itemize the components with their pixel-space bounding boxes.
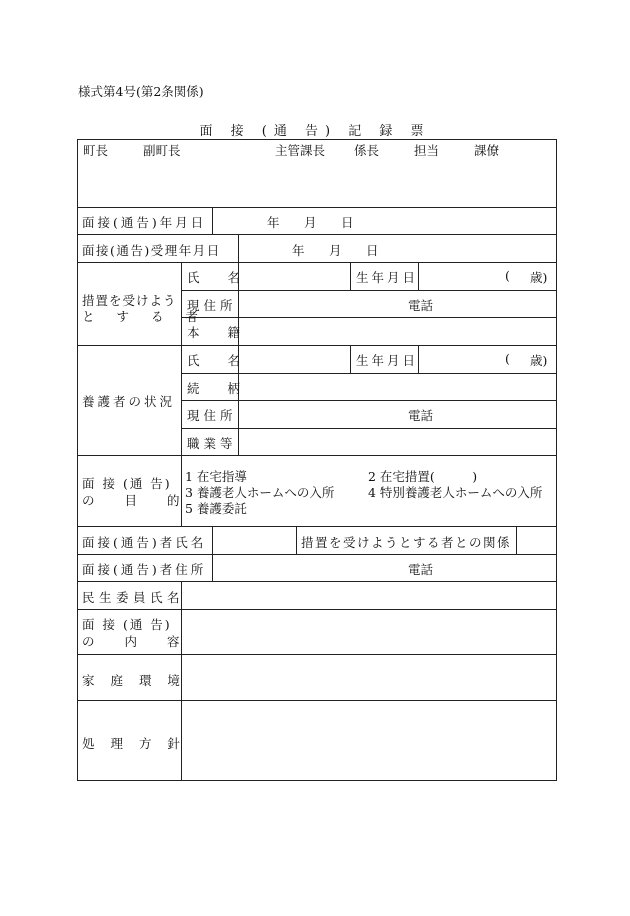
content-label: 面 接 (通 告) <box>82 617 172 632</box>
interview-day-label: 日 <box>341 215 354 230</box>
content-label-2: の 内 容 <box>82 634 193 649</box>
person-domicile-label: 本 籍 <box>187 325 252 340</box>
person-name-label: 氏 名 <box>187 270 252 285</box>
purpose-label-2: の 目 的 <box>82 493 193 508</box>
guardian-address-label: 現住所 <box>187 408 237 423</box>
interview-year-label: 年 <box>267 215 280 230</box>
person-age-open: ( <box>505 268 510 283</box>
person-label: 措置を受けよう <box>82 293 177 308</box>
person-label-2: と す る 者 <box>82 309 207 324</box>
approval-staff: 担当 <box>414 143 440 158</box>
form-number: 様式第4号(第2条関係) <box>78 84 204 99</box>
purpose-label: 面 接 (通 告) <box>82 476 172 491</box>
guardian-birth-label: 生年月日 <box>356 353 419 368</box>
guardian-age-open: ( <box>505 351 510 366</box>
received-year-label: 年 <box>292 243 305 258</box>
person-phone-label: 電話 <box>408 298 434 313</box>
purpose-option: 1 在宅指導 <box>185 469 247 484</box>
approval-colleague: 課僚 <box>474 143 500 158</box>
received-date-label: 面接(通告)受理年月日 <box>82 243 221 258</box>
purpose-option: 4 特別養護老人ホームへの入所 <box>368 485 543 500</box>
reporter-phone-label: 電話 <box>408 562 434 577</box>
purpose-option: 5 養護委託 <box>185 501 247 516</box>
guardian-occupation-label: 職業等 <box>187 436 237 451</box>
reporter-name-label: 面接(通告)者氏名 <box>82 535 207 550</box>
guardian-age-unit: 歳) <box>530 353 548 368</box>
guardian-relation-label: 続 柄 <box>187 381 252 396</box>
guardian-label: 養護者の状況 <box>82 394 176 409</box>
received-day-label: 日 <box>366 243 379 258</box>
approval-subsection-chief: 係長 <box>354 143 380 158</box>
guardian-phone-label: 電話 <box>408 408 434 423</box>
interview-date-label: 面接(通告)年月日 <box>82 215 207 230</box>
policy-label: 処 理 方 針 <box>82 736 186 751</box>
received-month-label: 月 <box>329 243 342 258</box>
person-birth-label: 生年月日 <box>356 270 419 285</box>
purpose-option: 3 養護老人ホームへの入所 <box>185 485 335 500</box>
person-address-label: 現住所 <box>187 298 237 313</box>
reporter-address-label: 面接(通告)者住所 <box>82 562 207 577</box>
form-title: 面 接 (通 告) 記 録 票 <box>199 124 431 139</box>
person-age-unit: 歳) <box>530 270 548 285</box>
purpose-option: 2 在宅措置( ) <box>368 469 478 484</box>
welfare-commissioner-label: 民生委員氏名 <box>82 590 185 605</box>
relation-label: 措置を受けようとする者との関係 <box>301 535 512 550</box>
approval-deputy-mayor: 副町長 <box>143 143 181 158</box>
approval-section-chief: 主管課長 <box>275 143 326 158</box>
family-environment-label: 家 庭 環 境 <box>82 673 186 688</box>
approval-mayor: 町長 <box>83 143 109 158</box>
guardian-name-label: 氏 名 <box>187 353 252 368</box>
interview-month-label: 月 <box>304 215 317 230</box>
